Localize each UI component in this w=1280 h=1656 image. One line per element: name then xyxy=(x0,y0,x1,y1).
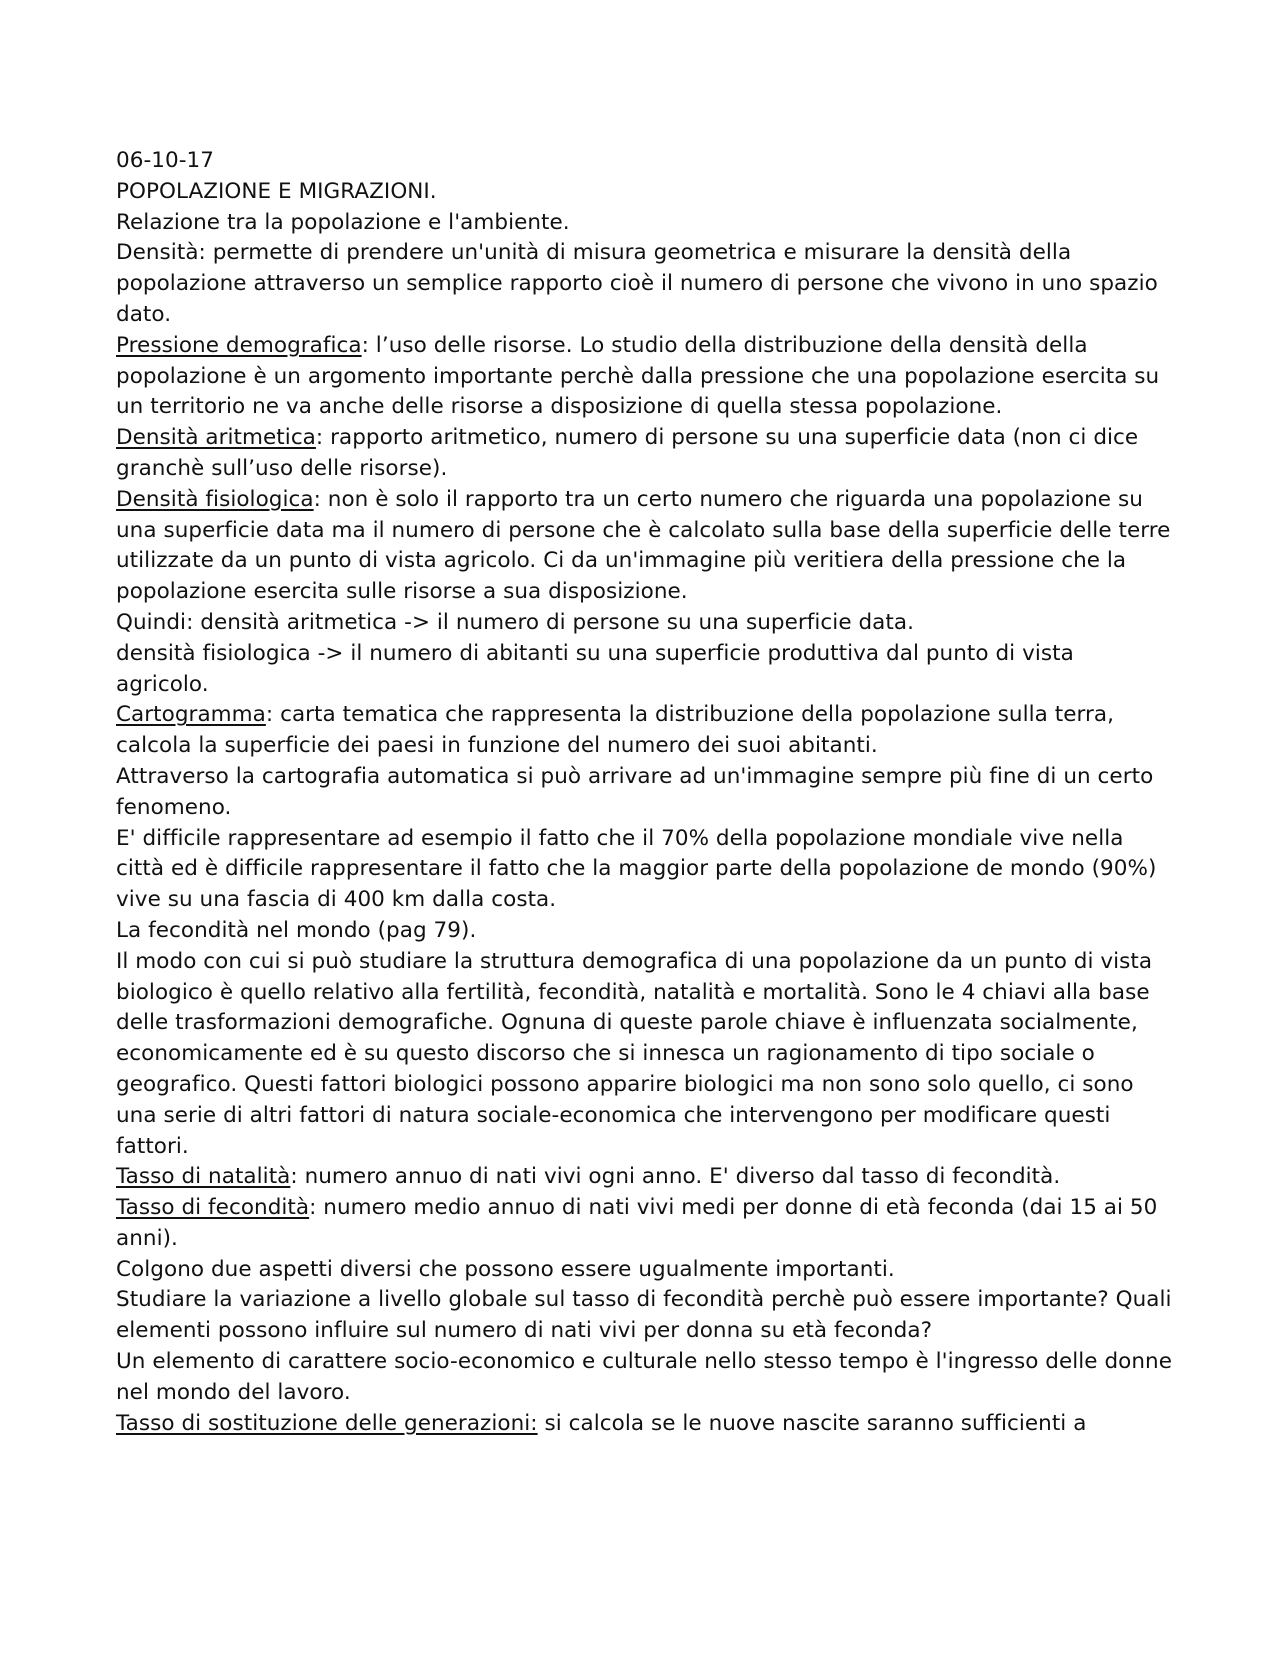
fecondita-text: : numero medio annuo di nati vivi medi per donne di età feconda (dai 15 ai 50 anni). xyxy=(116,1195,1158,1251)
aritmetica-text: : rapporto aritmetico, numero di persone su una superficie data (non ci dice granchè sull’uso delle risorse). xyxy=(116,425,1139,481)
document-title: POPOLAZIONE E MIGRAZIONI. xyxy=(116,178,437,204)
natalita-term: Tasso di natalità xyxy=(116,1164,291,1190)
pressione-term: Pressione demografica xyxy=(116,332,362,358)
natalita-paragraph xyxy=(116,1162,1172,1193)
sostituzione-term: Tasso di sostituzione delle generazioni: xyxy=(116,1410,538,1436)
natalita-text: : numero annuo di nati vivi ogni anno. E' diverso dal tasso di fecondità. xyxy=(290,1164,1061,1190)
aritmetica-term: Densità aritmetica xyxy=(116,425,316,451)
fecondita-mondo-paragraph: La fecondità nel mondo (pag 79). xyxy=(116,917,477,943)
difficile-paragraph: E' difficile rappresentare ad esempio il fatto che il 70% della popolazione mondiale vive nella città ed è difficile rappresentare il fatto che la maggior parte della popolazione de mondo (90%) vive su una fascia di 400 km dalla costa. xyxy=(116,825,1157,913)
pressione-text: : l’uso delle risorse. Lo studio della distribuzione della densità della popolazione è un argomento importante perchè dalla pressione che una popolazione esercita su un territorio ne va anche delle risorse a disposizione di quella stessa popolazione. xyxy=(116,332,1160,420)
fisiologica-text: : non è solo il rapporto tra un certo numero che riguarda una popolazione su una superficie data ma il numero di persone che è calcolato sulla base della superficie delle terre utilizzate da un punto di vista agricolo. Ci da un'immagine più veritiera della pressione che la popolazione esercita sulle risorse a sua disposizione. xyxy=(116,486,1171,605)
cartogramma-text: : carta tematica che rappresenta la distribuzione della popolazione sulla terra, calcola la superficie dei paesi in funzione del numero dei suoi abitanti. xyxy=(116,702,1115,759)
aritmetica-paragraph xyxy=(116,423,1172,485)
document-date: 06-10-17 xyxy=(116,148,214,173)
cartogramma-term: Cartogramma xyxy=(116,702,266,728)
sostituzione-paragraph xyxy=(116,1409,1172,1440)
colgono-paragraph: Colgono due aspetti diversi che possono essere ugualmente importanti. xyxy=(116,1256,895,1282)
pressione-paragraph xyxy=(116,331,1172,423)
quindi-line-1: Quindi: densità aritmetica -> il numero di persone su una superficie data. xyxy=(116,609,914,635)
fecondita-term: Tasso di fecondità xyxy=(116,1195,310,1221)
intro-paragraph: Relazione tra la popolazione e l'ambiente. xyxy=(116,209,570,235)
document-body xyxy=(116,146,1172,1439)
sostituzione-text: si calcola se le nuove nascite saranno sufficienti a xyxy=(537,1410,1087,1436)
cartogramma-paragraph xyxy=(116,700,1172,762)
densita-paragraph: Densità: permette di prendere un'unità di misura geometrica e misurare la densità della popolazione attraverso un semplice rapporto cioè il numero di persone che vivono in uno spazio dato. xyxy=(116,240,1158,327)
cartografia-paragraph: Attraverso la cartografia automatica si può arrivare ad un'immagine sempre più fine di un certo fenomeno. xyxy=(116,763,1154,820)
studiare-paragraph: Studiare la variazione a livello globale sul tasso di fecondità perchè può essere importante? Quali elementi possono influire sul numero di nati vivi per donna su età feconda? xyxy=(116,1287,1172,1344)
quindi-line-2: densità fisiologica -> il numero di abitanti su una superficie produttiva dal punto di vista agricolo. xyxy=(116,640,1074,697)
fisiologica-term: Densità fisiologica xyxy=(116,486,314,512)
elemento-paragraph: Un elemento di carattere socio-economico e culturale nello stesso tempo è l'ingresso delle donne nel mondo del lavoro. xyxy=(116,1349,1172,1405)
modo-paragraph: Il modo con cui si può studiare la struttura demografica di una popolazione da un punto di vista biologico è quello relativo alla fertilità, fecondità, natalità e mortalità. Sono le 4 chiavi alla base delle trasformazioni demografiche. Ognuna di queste parole chiave è influenzata socialmente, economicamente ed è su questo discorso che si innesca un ragionamento di tipo sociale o geografico. Questi fattori biologici possono apparire biologici ma non sono solo quello, ci sono una serie di altri fattori di natura sociale-economica che intervengono per modificare questi fattori. xyxy=(116,948,1153,1159)
fecondita-paragraph xyxy=(116,1193,1172,1255)
fisiologica-paragraph xyxy=(116,485,1172,608)
